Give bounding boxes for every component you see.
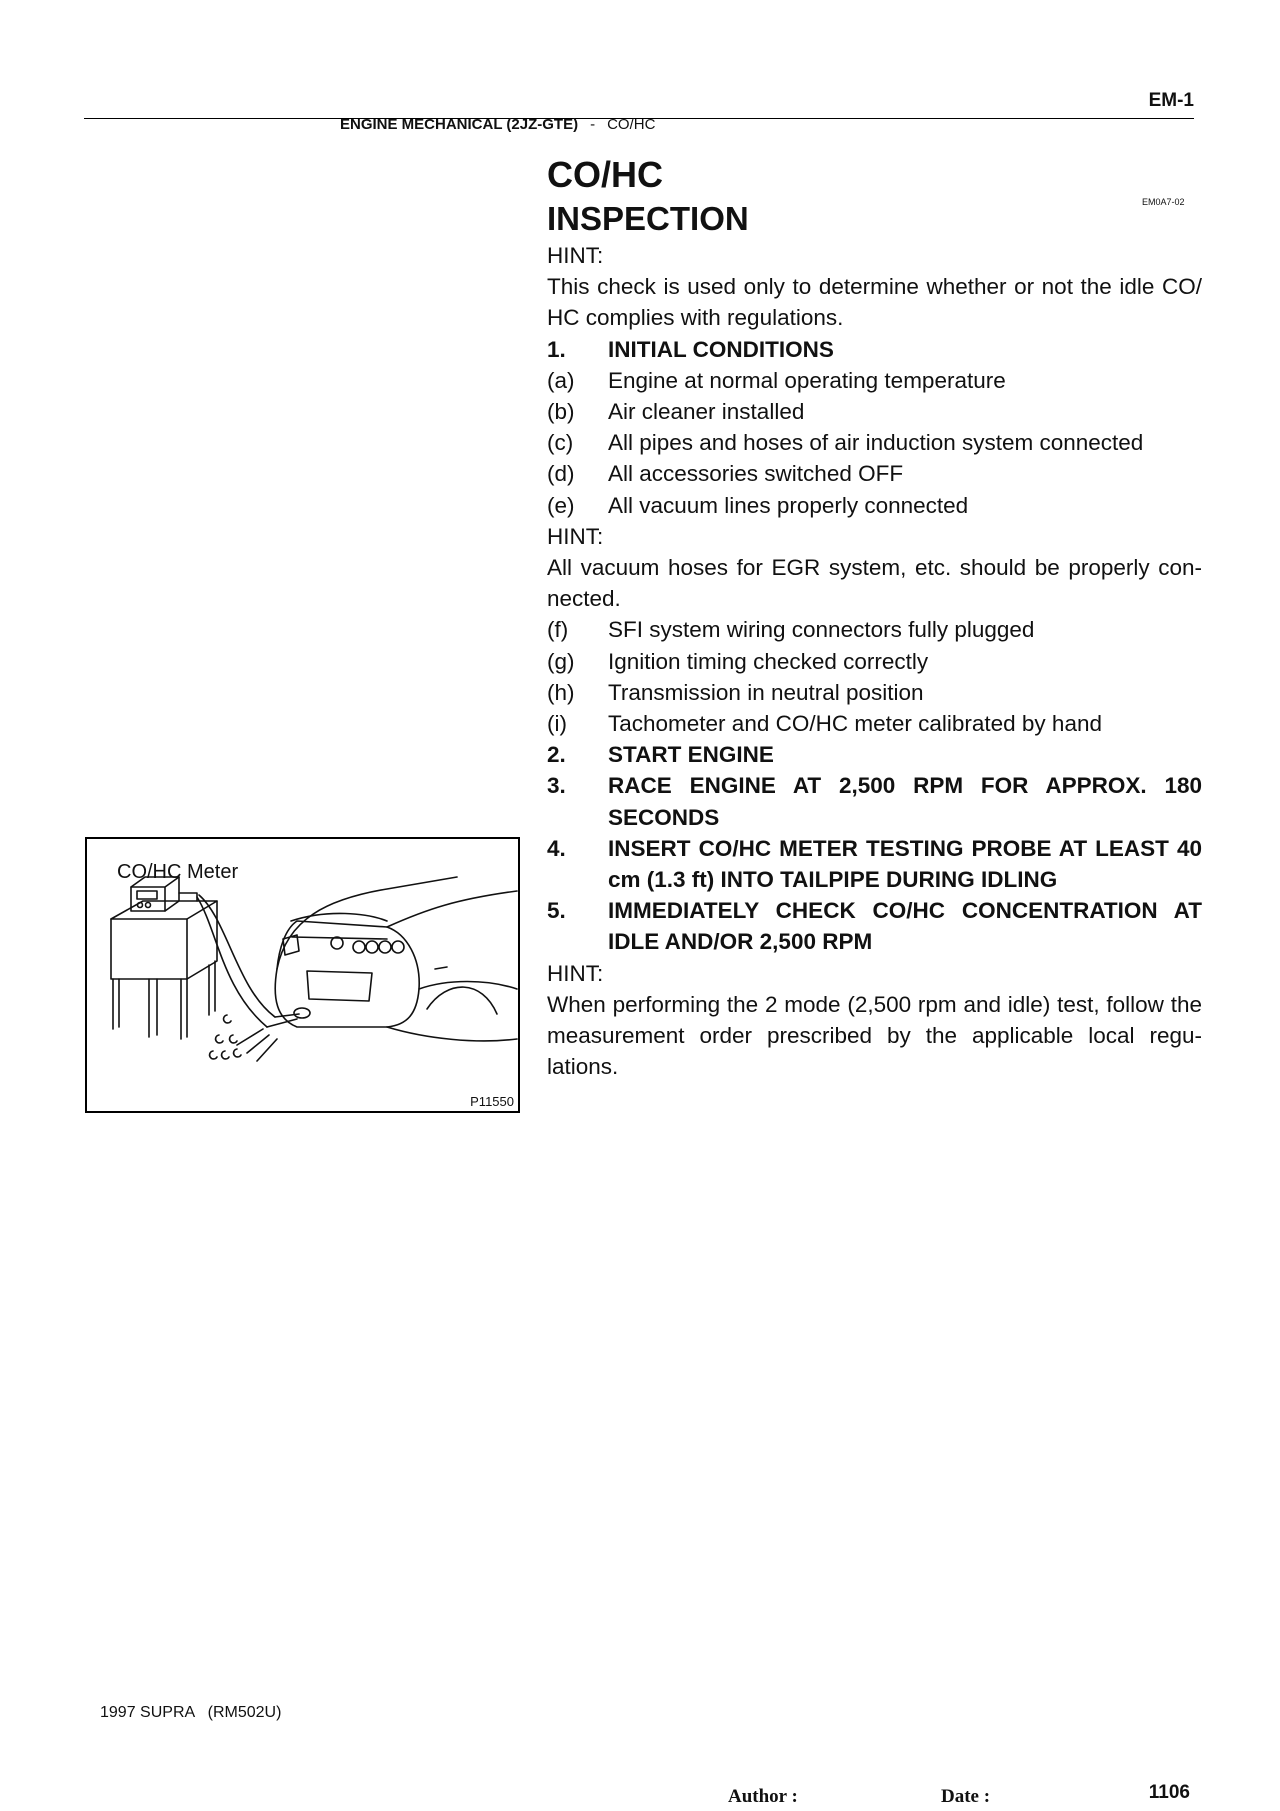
step-text: IMMEDIATELY CHECK CO/HC CONCENTRATION AT IDLE AND/OR 2,500 RPM <box>608 898 1202 955</box>
list-item <box>547 708 1202 739</box>
step-item <box>547 895 1202 957</box>
header-section: ENGINE MECHANICAL (2JZ-GTE) <box>340 116 579 133</box>
step-number: 5. <box>547 898 566 924</box>
steps-list <box>547 739 1202 957</box>
list-item <box>547 458 1202 489</box>
item-key: (f) <box>547 617 569 643</box>
page-code: EM-1 <box>1148 90 1194 111</box>
step-item <box>547 770 1202 832</box>
item-text: All accessories switched OFF <box>608 461 904 487</box>
page-title: CO/HC <box>547 154 663 195</box>
item-text: Ignition timing checked correctly <box>608 648 929 674</box>
step-number: 1. <box>547 336 566 362</box>
item-key: (g) <box>547 648 575 674</box>
step-number: 2. <box>547 742 566 768</box>
item-text: SFI system wiring connectors fully plugged <box>608 617 1035 643</box>
running-header <box>340 116 655 133</box>
step-text: RACE ENGINE AT 2,500 RPM FOR APPROX. 180 SECONDS <box>608 773 1202 830</box>
list-item <box>547 427 1202 458</box>
list-item <box>547 365 1202 396</box>
list-item <box>547 490 1202 521</box>
step-item <box>547 739 1202 770</box>
step-number: 4. <box>547 835 566 861</box>
list-item <box>547 614 1202 645</box>
page-subtitle: INSPECTION <box>547 200 749 237</box>
footer-date: Date : <box>941 1786 991 1807</box>
step-item <box>547 833 1202 895</box>
step-text: START ENGINE <box>608 742 774 768</box>
step-text: INITIAL CONDITIONS <box>608 336 834 362</box>
item-key: (a) <box>547 367 575 393</box>
header-separator: - <box>590 116 596 133</box>
hint-label: HINT: <box>547 960 604 986</box>
intro-text: This check is used only to determine whether or not the idle CO/ HC complies with regulations. <box>547 274 1202 331</box>
figure-label: CO/HC Meter <box>117 861 239 883</box>
item-text: Air cleaner installed <box>608 399 805 425</box>
hint-text: All vacuum hoses for EGR system, etc. should be properly con- nected. <box>547 555 1202 612</box>
item-text: All vacuum lines properly connected <box>608 492 969 518</box>
doc-code: EM0A7-02 <box>1142 197 1185 207</box>
item-text: Transmission in neutral position <box>608 679 924 705</box>
item-key: (c) <box>547 430 574 456</box>
step-1 <box>547 334 1202 365</box>
step-number: 3. <box>547 773 566 799</box>
item-text: All pipes and hoses of air induction system connected <box>608 430 1144 456</box>
item-key: (i) <box>547 711 567 737</box>
content-body <box>547 240 1202 1082</box>
item-key: (h) <box>547 679 575 705</box>
figure-code: P11550 <box>470 1094 514 1109</box>
item-text: Tachometer and CO/HC meter calibrated by hand <box>608 711 1102 737</box>
figure-co-hc-meter <box>85 837 520 1113</box>
step-text: INSERT CO/HC METER TESTING PROBE AT LEAST 40 cm (1.3 ft) INTO TAILPIPE DURING IDLING <box>608 835 1202 893</box>
hint-label: HINT: <box>547 523 604 549</box>
footer-author: Author : <box>728 1786 798 1807</box>
footer-page-number: 1106 <box>1148 1782 1190 1803</box>
footer-model: 1997 SUPRA (RM502U) <box>100 1704 282 1721</box>
item-key: (e) <box>547 492 575 518</box>
hint-text: When performing the 2 mode (2,500 rpm and idle) test, follow the measurement order prescribed by the applicable local regu- lations. <box>547 991 1202 1080</box>
header-subsection: CO/HC <box>607 116 656 133</box>
item-text: Engine at normal operating temperature <box>608 367 1006 393</box>
item-key: (d) <box>547 461 575 487</box>
hint-label: HINT: <box>547 243 604 268</box>
list-item <box>547 677 1202 708</box>
list-item <box>547 646 1202 677</box>
conditions-list-f-i <box>547 614 1202 739</box>
conditions-list-a-e <box>547 365 1202 521</box>
list-item <box>547 396 1202 427</box>
item-key: (b) <box>547 399 575 425</box>
